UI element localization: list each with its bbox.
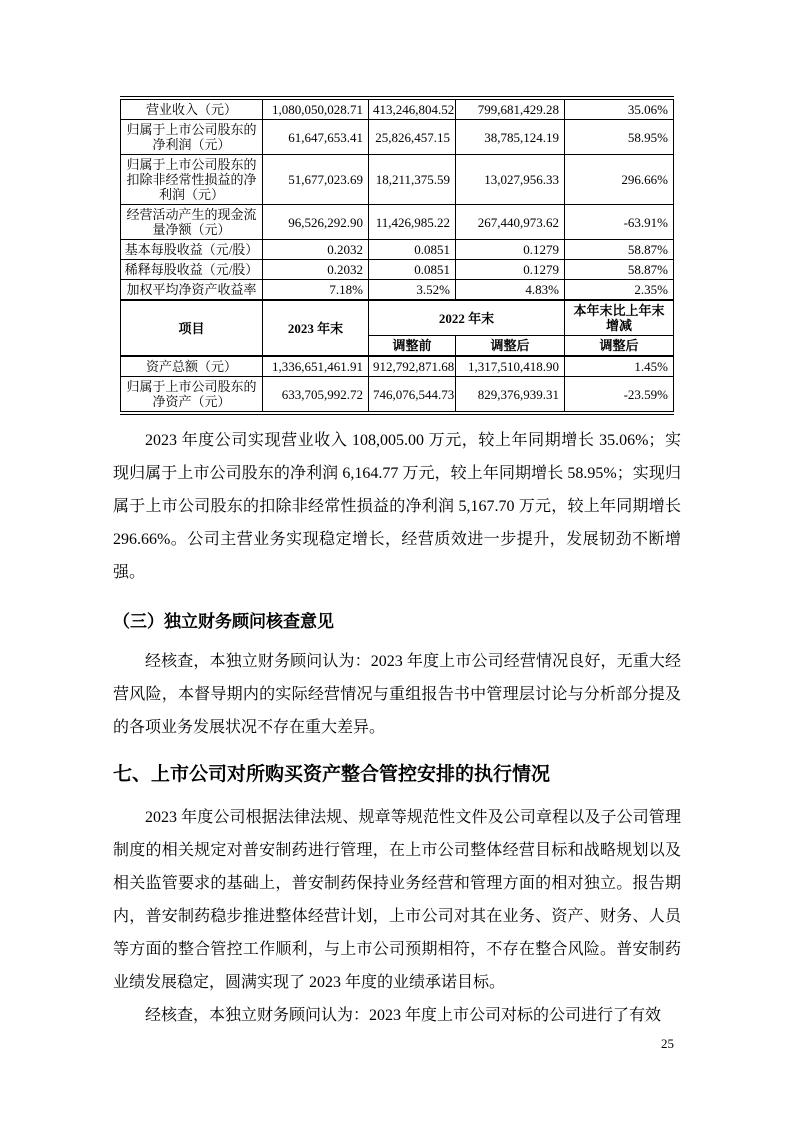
cell-value: 1,317,510,418.90 [456, 356, 565, 377]
cell-value: 296.66% [565, 155, 674, 205]
cell-value: 0.0851 [369, 260, 456, 280]
row-label: 资产总额（元） [121, 356, 263, 377]
page-number: 25 [661, 1036, 674, 1051]
table-row [121, 356, 674, 377]
cell-value: 0.1279 [456, 240, 565, 260]
row-label: 经营活动产生的现金流量净额（元） [121, 205, 263, 240]
cell-value: 0.2032 [263, 240, 369, 260]
table-row [121, 260, 674, 280]
cell-value: 1,336,651,461.91 [263, 356, 369, 377]
table-row [121, 155, 674, 205]
cell-value: 35.06% [565, 98, 674, 120]
cell-value: 746,076,544.73 [369, 377, 456, 414]
row-label: 营业收入（元） [121, 98, 263, 120]
cell-value: 96,526,292.90 [263, 205, 369, 240]
cell-value: 18,211,375.59 [369, 155, 456, 205]
table-row [121, 240, 674, 260]
cell-value: 11,426,985.22 [369, 205, 456, 240]
cell-value: 2.35% [565, 280, 674, 301]
cell-value: 58.87% [565, 260, 674, 280]
cell-value: 38,785,124.19 [456, 120, 565, 155]
row-label: 归属于上市公司股东的扣除非经常性损益的净利润（元） [121, 155, 263, 205]
header-after-adjust: 调整后 [456, 336, 565, 357]
cell-value: 0.2032 [263, 260, 369, 280]
cell-value: 25,826,457.15 [369, 120, 456, 155]
paragraph-integration-control: 2023 年度公司根据法律法规、规章等规范性文件及公司章程以及子公司管理制度的相关规定对普安制药进行管理，在上市公司整体经营目标和战略规划以及相关监管要求的基础上，普安制药保持业务经营和管理方面的相对独立。报告期内，普安制药稳步推进整体经营计划，上市公司对其在业务、资产、财务、人员等方面的整合管控工作顺利，与上市公司预期相符，不存在整合风险。普安制药业绩发展稳定，圆满实现了 2023 年度的业绩承诺目标。 [113, 809, 681, 991]
cell-value: 799,681,429.28 [456, 98, 565, 120]
table-header-row [121, 300, 674, 336]
cell-value: -23.59% [565, 377, 674, 414]
cell-value: 0.1279 [456, 260, 565, 280]
header-before-adjust: 调整前 [369, 336, 456, 357]
heading-independent-advisor-opinion: （三）独立财务顾问核查意见 [113, 612, 334, 631]
row-label: 稀释每股收益（元/股） [121, 260, 263, 280]
cell-value: 13,027,956.33 [456, 155, 565, 205]
row-label: 基本每股收益（元/股） [121, 240, 263, 260]
table-row [121, 205, 674, 240]
header-2022-yearend: 2022 年末 [369, 300, 565, 336]
cell-value: 267,440,973.62 [456, 205, 565, 240]
table-row [121, 280, 674, 301]
cell-value: 413,246,804.52 [369, 98, 456, 120]
heading-section-seven: 七、上市公司对所购买资产整合管控安排的执行情况 [113, 764, 551, 785]
table-row [121, 120, 674, 155]
cell-value: 1,080,050,028.71 [263, 98, 369, 120]
cell-value: 633,705,992.72 [263, 377, 369, 414]
table-row [121, 98, 674, 120]
header-2023-yearend: 2023 年末 [263, 300, 369, 356]
cell-value: -63.91% [565, 205, 674, 240]
cell-value: 51,677,023.69 [263, 155, 369, 205]
financial-indicators-table [120, 96, 674, 415]
row-label: 归属于上市公司股东的净资产（元） [121, 377, 263, 414]
header-change: 本年末比上年末增减 [565, 300, 674, 336]
header-item: 项目 [121, 300, 263, 356]
cell-value: 7.18% [263, 280, 369, 301]
cell-value: 58.87% [565, 240, 674, 260]
cell-value: 61,647,653.41 [263, 120, 369, 155]
table-row [121, 377, 674, 414]
cell-value: 3.52% [369, 280, 456, 301]
header-change-after-adjust: 调整后 [565, 336, 674, 357]
row-label: 加权平均净资产收益率 [121, 280, 263, 301]
paragraph-performance-summary: 2023 年度公司实现营业收入 108,005.00 万元，较上年同期增长 35.06%；实现归属于上市公司股东的净利润 6,164.77 万元，较上年同期增长 58.95%；实现归属于上市公司股东的扣除非经常性损益的净利润 5,167.70 万元，较上年同期增长 296.66%。公司主营业务实现稳定增长，经营质效进一步提升，发展韧劲不断增强。 [113, 432, 681, 581]
row-label: 归属于上市公司股东的净利润（元） [121, 120, 263, 155]
paragraph-advisor-opinion: 经核查，本独立财务顾问认为：2023 年度上市公司经营情况良好，无重大经营风险，本督导期内的实际经营情况与重组报告书中管理层讨论与分析部分提及的各项业务发展状况不存在重大差异。 [113, 653, 681, 736]
cell-value: 0.0851 [369, 240, 456, 260]
cell-value: 58.95% [565, 120, 674, 155]
cell-value: 912,792,871.68 [369, 356, 456, 377]
cell-value: 1.45% [565, 356, 674, 377]
paragraph-advisor-opinion-seven: 经核查，本独立财务顾问认为：2023 年度上市公司对标的公司进行了有效 [145, 1007, 662, 1024]
cell-value: 4.83% [456, 280, 565, 301]
cell-value: 829,376,939.31 [456, 377, 565, 414]
